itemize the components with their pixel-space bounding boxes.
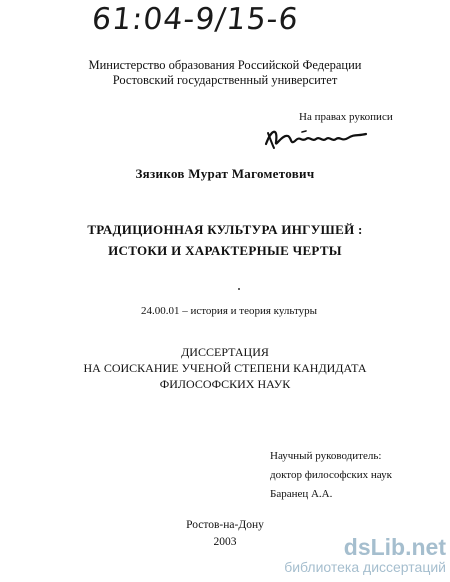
degree-line-2: НА СОИСКАНИЕ УЧЕНОЙ СТЕПЕНИ КАНДИДАТА: [83, 361, 367, 375]
signature-scribble: [262, 124, 372, 152]
degree-statement: [0, 344, 450, 392]
university-name: Ростовский государственный университет: [112, 73, 338, 87]
specialty-code: 24.00.01 – история и теория культуры: [141, 305, 317, 317]
degree-line-1: ДИССЕРТАЦИЯ: [181, 345, 269, 359]
title-line-1: ТРАДИЦИОННАЯ КУЛЬТУРА ИНГУШЕЙ :: [87, 222, 363, 237]
watermark-logo: dsLib.net: [343, 534, 446, 560]
supervisor-label: Научный руководитель:: [270, 450, 382, 462]
author-name: Зязиков Мурат Магометович: [135, 166, 315, 181]
watermark-subtitle: библиотека диссертаций: [284, 559, 446, 575]
dslib-watermark[interactable]: [284, 535, 446, 575]
ministry-name: Министерство образования Российской Федерации: [88, 58, 362, 72]
degree-line-3: ФИЛОСОФСКИХ НАУК: [159, 377, 291, 391]
dissertation-title: [0, 219, 450, 261]
supervisor-degree: доктор философских наук: [270, 469, 392, 481]
handwritten-archive-code: 61:04-9/15-6: [90, 2, 301, 37]
city: Ростов-на-Дону: [186, 519, 264, 531]
author-signature: [262, 124, 372, 157]
title-line-2: ИСТОКИ И ХАРАКТЕРНЫЕ ЧЕРТЫ: [108, 243, 342, 258]
ministry-header: [0, 58, 450, 88]
year: 2003: [213, 536, 237, 548]
supervisor-block: [270, 447, 392, 504]
stray-dot: [238, 288, 240, 290]
supervisor-name: Баранец А.А.: [270, 488, 333, 500]
manuscript-rights-note: На правах рукописи: [299, 111, 393, 123]
